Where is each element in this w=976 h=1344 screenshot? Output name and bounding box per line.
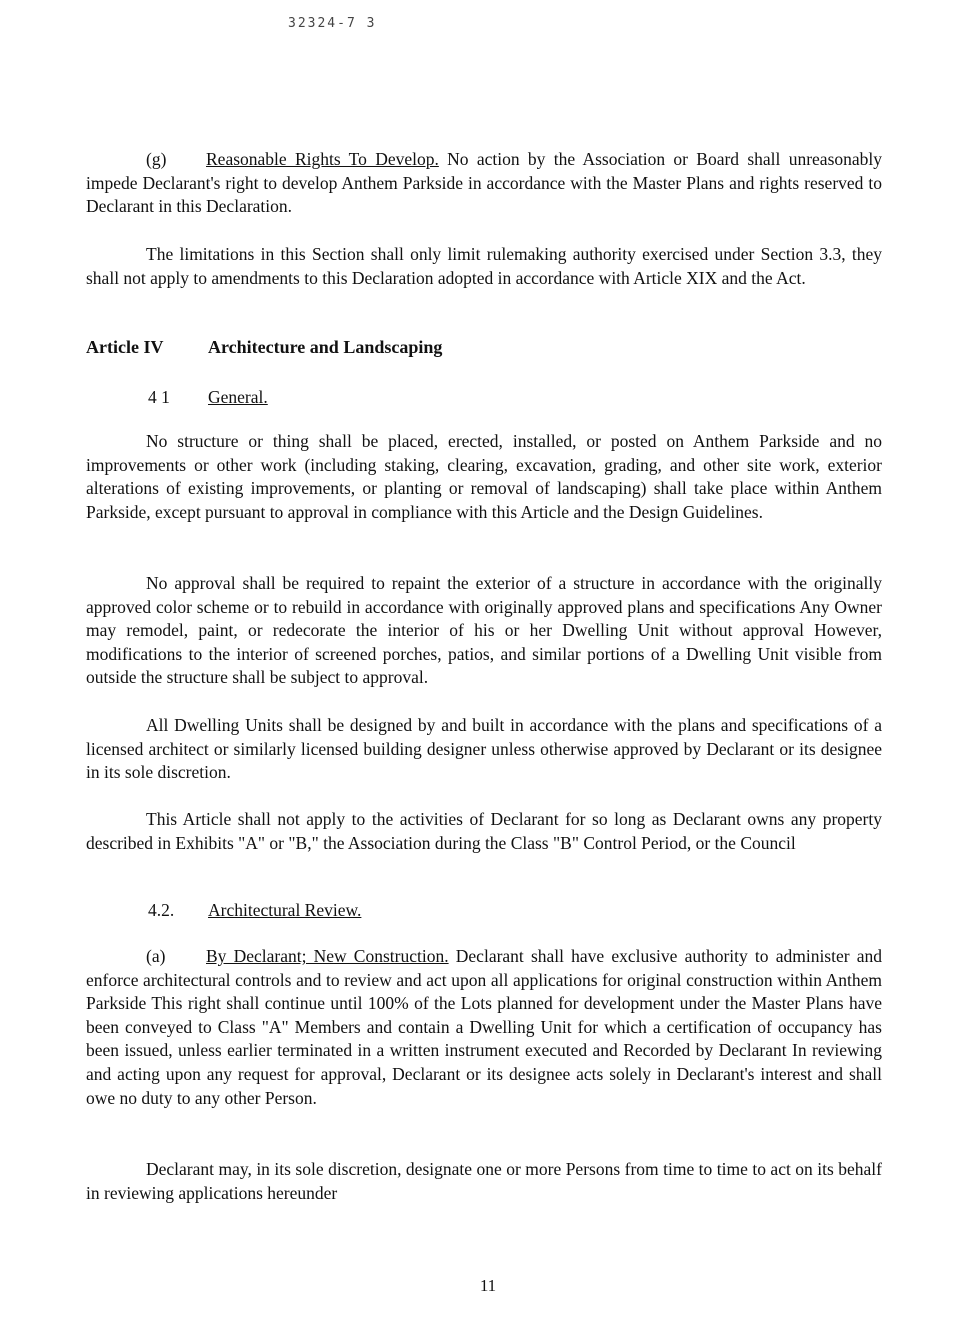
article-number: Article IV bbox=[86, 337, 164, 357]
paragraph-general-3: All Dwelling Units shall be designed by and built in accordance with the plans and specifications of a licensed architect or similarly licensed building designer unless otherwise approved by Declarant or its designee in its sole discretion. bbox=[86, 715, 882, 783]
paragraph-g-text: No action by the Association or Board shall unreasonably impede Declarant's right to develop Anthem Parkside in accordance with the Master Plans and rights reserved to Declarant in this Declaration. bbox=[86, 149, 883, 217]
section-4-2-title: Architectural Review. bbox=[208, 900, 362, 920]
paragraph-a-text: Declarant shall have exclusive authority to administer and enforce architectural controls and to review and act upon all applications for original construction within Anthem Parkside This right shall continue until 100% of the Lots planned for development under the Master Plans have been conveyed to Class "A" Members and contain a Dwelling Unit for which a certification of occupancy has been issued, unless earlier terminated in a written instrument executed and Recorded by Declarant In reviewing and acting upon any request for approval, Declarant or its designee acts solely in Declarant's interest and shall owe no duty to any other Person. bbox=[86, 946, 882, 1108]
paragraph-general-4: This Article shall not apply to the activities of Declarant for so long as Declarant owns any property described in Exhibits "A" or "B," the Association during the Class "B" Control Period, or the Council bbox=[86, 809, 882, 853]
section-4-2-heading bbox=[148, 900, 361, 921]
section-4-2-number: 4.2. bbox=[148, 900, 175, 920]
section-4-1-title: General. bbox=[208, 387, 268, 407]
recording-stamp: 32324-7 3 bbox=[288, 16, 377, 31]
paragraph-a-label: (a) bbox=[146, 946, 166, 966]
paragraph-a-title: By Declarant; New Construction. bbox=[206, 946, 449, 966]
page-number: 11 bbox=[479, 1276, 497, 1295]
paragraph-general-1: No structure or thing shall be placed, erected, installed, or posted on Anthem Parkside and no improvements or other work (including staking, clearing, excavation, grading, and other site work, exterior alterations of existing improvements, or planting or removal of landscaping) shall take place within Anthem Parkside, except pursuant to approval in compliance with this Article and the Design Guidelines. bbox=[86, 431, 882, 522]
article-title: Architecture and Landscaping bbox=[208, 337, 443, 357]
section-4-1-number: 4 1 bbox=[148, 387, 170, 407]
article-heading bbox=[86, 337, 442, 358]
paragraph-g bbox=[86, 148, 882, 219]
paragraph-g-title: Reasonable Rights To Develop. bbox=[206, 149, 439, 169]
paragraph-g-label: (g) bbox=[146, 149, 167, 169]
paragraph-limitations: The limitations in this Section shall only limit rulemaking authority exercised under Section 3.3, they shall not apply to amendments to this Declaration adopted in accordance with Article XIX and the Act. bbox=[86, 244, 882, 288]
paragraph-general-2: No approval shall be required to repaint the exterior of a structure in accordance with the originally approved color scheme or to rebuild in accordance with originally approved plans and specifications Any Owner may remodel, paint, or redecorate the interior of his or her Dwelling Unit without approval However, modifications to the interior of screened porches, patios, and similar portions of a Dwelling Unit visible from outside the structure shall be subject to approval. bbox=[86, 573, 882, 688]
paragraph-a bbox=[86, 945, 882, 1110]
paragraph-designate: Declarant may, in its sole discretion, designate one or more Persons from time to time to act on its behalf in reviewing applications hereunder bbox=[86, 1159, 882, 1203]
section-4-1-heading bbox=[148, 387, 268, 408]
